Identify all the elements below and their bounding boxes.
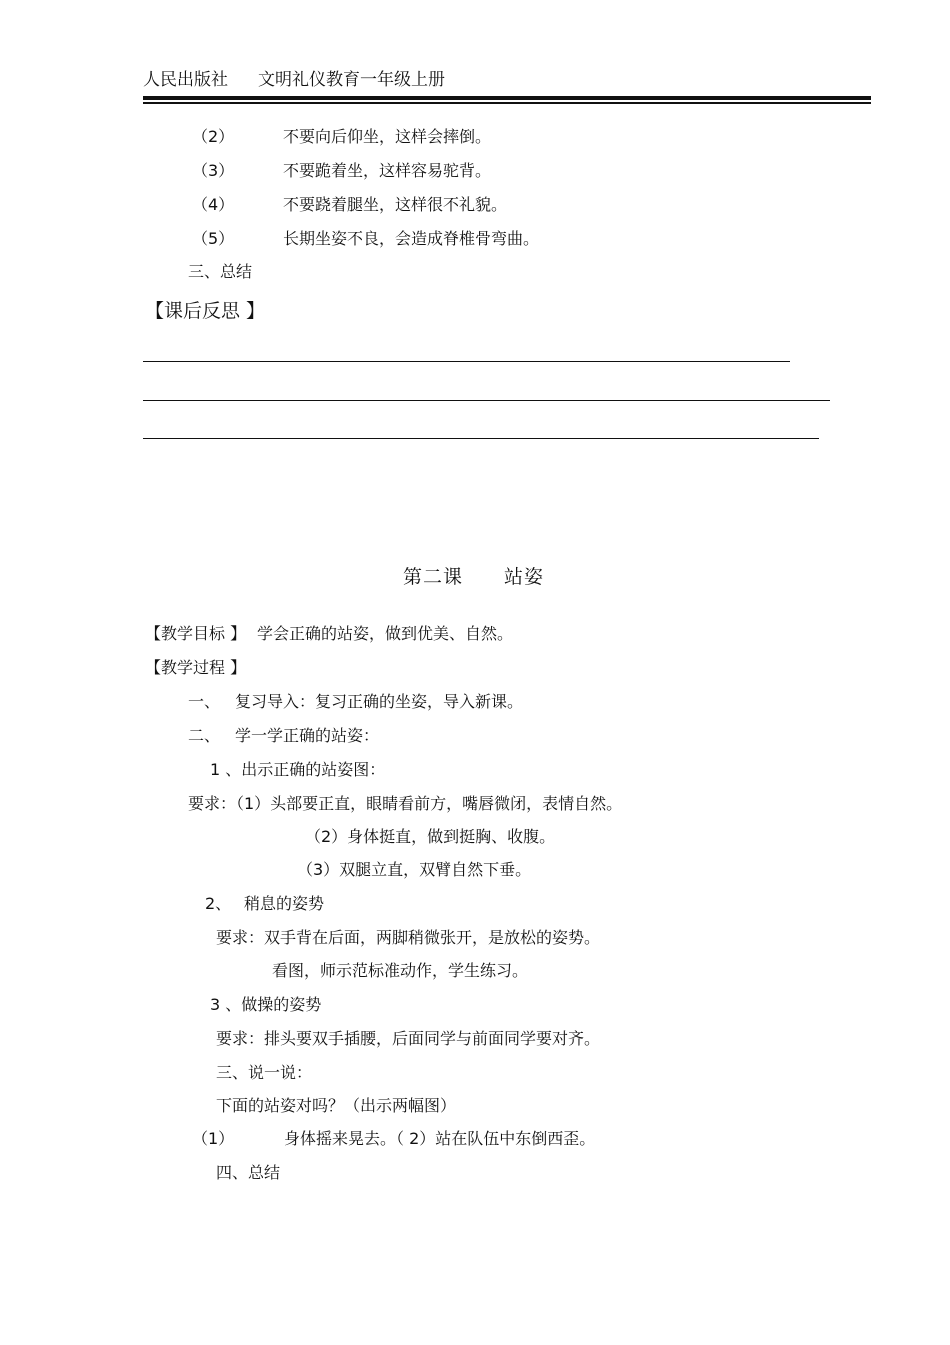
substep-text: 稍息的姿势 xyxy=(244,894,325,913)
substep-text: 3 、做操的姿势 xyxy=(210,995,322,1014)
question-text: 下面的站姿对吗？（出示两幅图） xyxy=(216,1096,457,1115)
header-book-title: 文明礼仪教育一年级上册 xyxy=(258,70,445,90)
lesson-title-number: 第二课 xyxy=(403,566,464,588)
step-text: 四、总结 xyxy=(216,1163,281,1182)
goal-label: 【教学目标 】 xyxy=(145,624,247,643)
step-text: 学一学正确的站姿： xyxy=(235,726,380,745)
process-label: 【教学过程 】 xyxy=(145,658,247,677)
item-number: （2） xyxy=(192,127,235,146)
requirement-text: （2）身体挺直，做到挺胸、收腹。 xyxy=(305,827,556,846)
header-rule-thick xyxy=(143,96,871,100)
item-text: 不要跷着腿坐，这样很不礼貌。 xyxy=(283,195,508,214)
item-text: 身体摇来晃去。（ 2）站在队伍中东倒西歪。 xyxy=(284,1129,596,1148)
item-text: 不要跪着坐，这样容易驼背。 xyxy=(283,161,492,180)
requirement-text: 要求：双手背在后面，两脚稍微张开，是放松的姿势。 xyxy=(216,928,601,947)
step-text: 复习导入：复习正确的坐姿，导入新课。 xyxy=(235,692,524,711)
item-number: （1） xyxy=(192,1129,235,1148)
item-text: 不要向后仰坐，这样会摔倒。 xyxy=(283,127,492,146)
step-number: 一、 xyxy=(188,692,221,711)
reflection-blank-line[interactable] xyxy=(143,438,819,439)
reflection-blank-line[interactable] xyxy=(143,400,830,401)
item-text: 长期坐姿不良，会造成脊椎骨弯曲。 xyxy=(283,229,540,248)
item-number: （4） xyxy=(192,195,235,214)
requirement-text: 要求：（1）头部要正直，眼睛看前方，嘴唇微闭，表情自然。 xyxy=(188,794,623,813)
item-number: （3） xyxy=(192,161,235,180)
requirement-text: 要求：排头要双手插腰，后面同学与前面同学要对齐。 xyxy=(216,1029,601,1048)
substep-text: 1 、出示正确的站姿图： xyxy=(210,760,386,779)
step-text: 三、说一说： xyxy=(216,1063,313,1082)
requirement-text: （3）双腿立直，双臂自然下垂。 xyxy=(297,860,532,879)
header-rule-thin xyxy=(143,102,871,104)
goal-text: 学会正确的站姿，做到优美、自然。 xyxy=(257,624,514,643)
substep-number: 2、 xyxy=(205,894,232,913)
requirement-text: 看图，师示范标准动作，学生练习。 xyxy=(272,961,529,980)
lesson-title-topic: 站姿 xyxy=(504,566,545,588)
header-publisher: 人民出版社 xyxy=(143,70,228,90)
reflection-blank-line[interactable] xyxy=(143,361,790,362)
item-number: （5） xyxy=(192,229,235,248)
summary-heading: 三、总结 xyxy=(188,262,253,281)
step-number: 二、 xyxy=(188,726,221,745)
reflection-heading: 【课后反思 】 xyxy=(145,300,266,322)
